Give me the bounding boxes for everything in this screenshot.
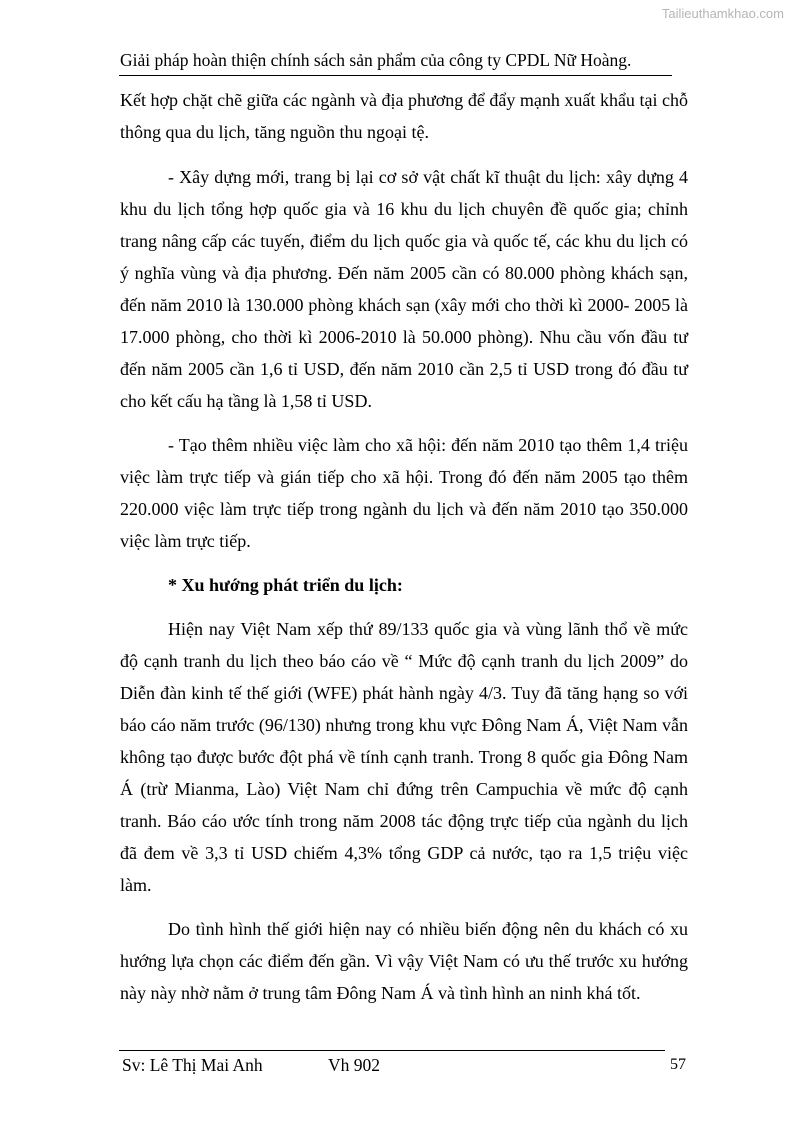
section-heading: * Xu hướng phát triển du lịch: — [168, 575, 403, 595]
body-paragraph: - Xây dựng mới, trang bị lại cơ sở vật chất kĩ thuật du lịch: xây dựng 4 khu du lịch tổng hợp quốc gia và 16 khu du lịch chuyên đề quốc gia; chỉnh trang nâng cấp các tuyến, điểm du lịch quốc gia và quốc tế, các khu du lịch có ý nghĩa vùng và địa phương. Đến năm 2005 cần có 80.000 phòng khách sạn, đến năm 2010 là 130.000 phòng khách sạn (xây mới cho thời kì 2000- 2005 là 17.000 phòng, cho thời kì 2006-2010 là 50.000 phòng). Nhu cầu vốn đầu tư đến năm 2005 cần 1,6 tỉ USD, đến năm 2010 cần 2,5 tỉ USD trong đó đầu tư cho kết cấu hạ tầng là 1,58 tỉ USD. — [120, 167, 688, 411]
running-header: Giải pháp hoàn thiện chính sách sản phẩm của công ty CPDL Nữ Hoàng. — [120, 50, 632, 70]
page-number: 57 — [670, 1056, 686, 1073]
body-paragraph: Do tình hình thế giới hiện nay có nhiều biến động nên du khách có xu hướng lựa chọn các điểm đến gần. Vì vậy Việt Nam có ưu thế trước xu hướng này này nhờ nằm ở trung tâm Đông Nam Á và tình hình an ninh khá tốt. — [120, 919, 688, 1003]
body-paragraph: Hiện nay Việt Nam xếp thứ 89/133 quốc gia và vùng lãnh thổ về mức độ cạnh tranh du lịch theo báo cáo về “ Mức độ cạnh tranh du lịch 2009” do Diễn đàn kinh tế thế giới (WFE) phát hành ngày 4/3. Tuy đã tăng hạng so với báo cáo năm trước (96/130) nhưng trong khu vực Đông Nam Á, Việt Nam vẫn không tạo được bước đột phá về tính cạnh tranh. Trong 8 quốc gia Đông Nam Á (trừ Mianma, Lào) Việt Nam chỉ đứng trên Campuchia về mức độ cạnh tranh. Báo cáo ước tính trong năm 2008 tác động trực tiếp của ngành du lịch đã đem về 3,3 tỉ USD chiếm 4,3% tổng GDP cả nước, tạo ra 1,5 triệu việc làm. — [120, 619, 688, 895]
page-body — [120, 84, 688, 1021]
body-paragraph: Kết hợp chặt chẽ giữa các ngành và địa phương để đẩy mạnh xuất khẩu tại chỗ thông qua du lịch, tăng nguồn thu ngoại tệ. — [120, 90, 688, 142]
footer-student-name: Sv: Lê Thị Mai Anh — [122, 1055, 263, 1075]
body-paragraph: - Tạo thêm nhiều việc làm cho xã hội: đến năm 2010 tạo thêm 1,4 triệu việc làm trực tiếp và gián tiếp cho xã hội. Trong đó đến năm 2005 tạo thêm 220.000 việc làm trực tiếp trong ngành du lịch và đến năm 2010 tạo 350.000 việc làm trực tiếp. — [120, 435, 688, 551]
watermark: Tailieuthamkhao.com — [661, 6, 784, 21]
footer-class-code: Vh 902 — [328, 1055, 381, 1075]
footer-divider — [119, 1050, 665, 1051]
header-divider — [119, 75, 672, 76]
